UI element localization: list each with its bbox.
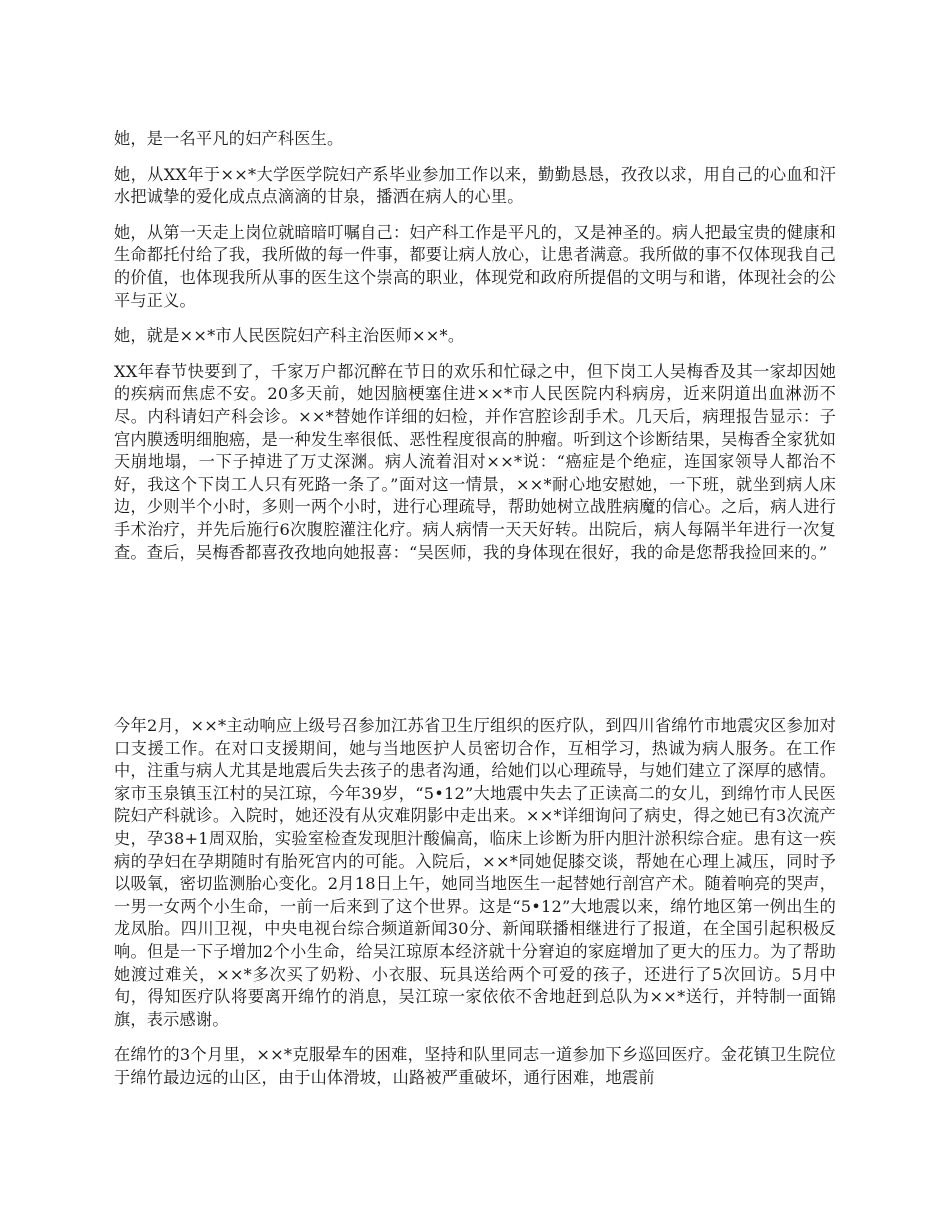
text-block-top <box>114 128 836 577</box>
paragraph-3: 她，从第一天走上岗位就暗暗叮嘱自己：妇产科工作是平凡的，又是神圣的。病人把最宝贵的健康和生命都托付给了我，我所做的每一件事，都要让病人放心，让患者满意。我所做的事不仅体现我自己的价值，也体现我所从事的医生这个崇高的职业，体现党和政府所提倡的文明与和谐，体现社会的公平与正义。 <box>114 222 836 310</box>
text-block-bottom <box>114 715 836 1103</box>
paragraph-1: 她，是一名平凡的妇产科医生。 <box>114 129 344 148</box>
paragraph-2: 她，从XX年于××*大学医学院妇产系毕业参加工作以来，勤勤恳恳，孜孜以求，用自己的心血和汗水把诚挚的爱化成点点滴滴的甘泉，播洒在病人的心里。 <box>114 164 836 207</box>
paragraph-6: 今年2月，××*主动响应上级号召参加江苏省卫生厅组织的医疗队，到四川省绵竹市地震灾区参加对口支援工作。在对口支援期间，她与当地医护人员密切合作，互相学习，热诚为病人服务。在工作中，注重与病人尤其是地震后失去孩子的患者沟通，给她们以心理疏导，与她们建立了深厚的感情。家市玉泉镇玉江村的吴江琼，今年39岁，“5•12”大地震中失去了正读高二的女儿，到绵竹市人民医院妇产科就诊。入院时，她还没有从灾难阴影中走出来。××*详细询问了病史，得之她已有3次流产史，孕38+1周双胎，实验室检查发现胆汁酸偏高，临床上诊断为肝内胆汁淤积综合症。患有这一疾病的孕妇在孕期随时有胎死宫内的可能。入院后，××*同她促膝交谈，帮她在心理上减压，同时予以吸氧，密切监测胎心变化。2月18日上午，她同当地医生一起替她行剖宫产术。随着响亮的哭声，一男一女两个小生命，一前一后来到了这个世界。这是“5•12”大地震以来，绵竹地区第一例出生的龙凤胎。四川卫视，中央电视台综合频道新闻30分、新闻联播相继进行了报道，在全国引起积极反响。但是一下子增加2个小生命，给吴江琼原本经济就十分窘迫的家庭增加了更大的压力。为了帮助她渡过难关，××*多次买了奶粉、小衣服、玩具送给两个可爱的孩子，还进行了5次回访。5月中旬，得知医疗队将要离开绵竹的消息，吴江琼一家依依不舍地赶到总队为××*送行，并特制一面锦旗，表示感谢。 <box>114 716 836 1029</box>
paragraph-7: 在绵竹的3个月里，××*克服晕车的困难，坚持和队里同志一道参加下乡巡回医疗。金花镇卫生院位于绵竹最边远的山区，由于山体滑坡，山路被严重破坏，通行困难，地震前 <box>114 1045 836 1087</box>
paragraph-5: XX年春节快要到了，千家万户都沉醉在节日的欢乐和忙碌之中，但下岗工人吴梅香及其一家却因她的疾病而焦虑不安。20多天前，她因脑梗塞住进××*市人民医院内科病房，近来阴道出血淋沥不尽。内科请妇产科会诊。××*替她作详细的妇检，并作宫腔诊刮手术。几天后，病理报告显示：子宫内膜透明细胞癌，是一种发生率很低、恶性程度很高的肿瘤。听到这个诊断结果，吴梅香全家犹如天崩地塌，一下子掉进了万丈深渊。病人流着泪对××*说：“癌症是个绝症，连国家领导人都治不好，我这个下岗工人只有死路一条了。”面对这一情景，××*耐心地安慰她，一下班，就坐到病人床边，少则半个小时，多则一两个小时，进行心理疏导，帮助她树立战胜病魔的信心。之后，病人进行手术治疗，并先后施行6次腹腔灌注化疗。病人病情一天天好转。出院后，病人每隔半年进行一次复查。查后，吴梅香都喜孜孜地向她报喜：“吴医师，我的身体现在很好，我的命是您帮我捡回来的。” <box>114 361 836 562</box>
paragraph-4: 她，就是××*市人民医院妇产科主治医师××*。 <box>114 326 465 346</box>
